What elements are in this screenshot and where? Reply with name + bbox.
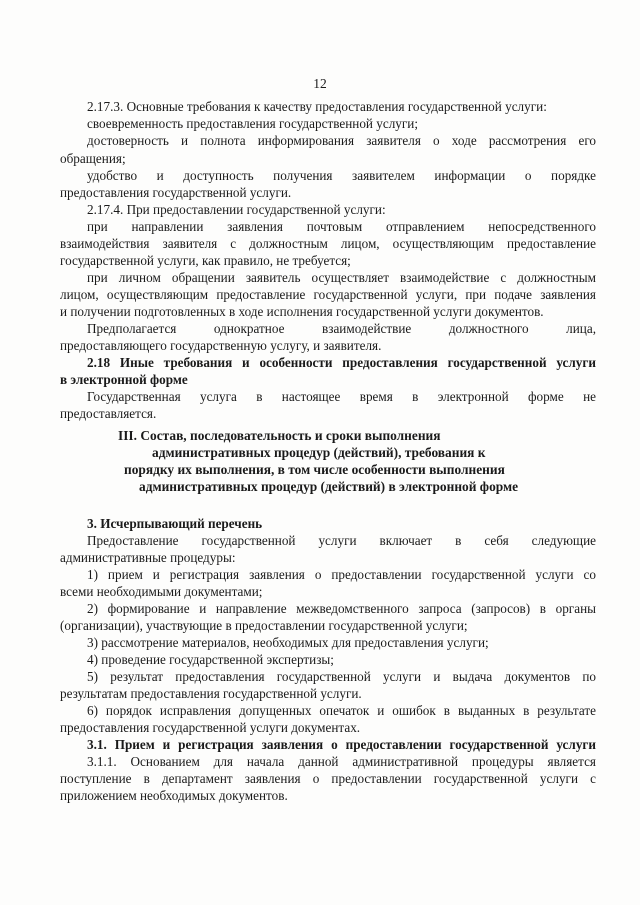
text-line: Предполагается однократное взаимодействие должностного лица, — [87, 321, 596, 336]
text-line: 4) проведение государственной экспертизы; — [87, 652, 334, 667]
text-line: поступление в департамент заявления о предоставлении государственной услуги с — [60, 771, 596, 786]
bold-text-line: 3. Исчерпывающий перечень — [87, 516, 263, 531]
text-line: 3) рассмотрение материалов, необходимых для предоставления услуги; — [87, 635, 489, 650]
section-heading-line: порядку их выполнения, в том числе особенности выполнения — [124, 462, 505, 477]
text-line: удобство и доступность получения заявителем информации о порядке — [87, 168, 596, 183]
text-line: всеми необходимыми документами; — [60, 584, 263, 599]
text-line: своевременность предоставления государственной услуги; — [87, 116, 419, 131]
text-line: и получении подготовленных в ходе исполнения государственной услуги документов. — [60, 304, 544, 319]
section-heading-line: административных процедур (действий), требования к — [152, 445, 486, 460]
text-line: (организации), участвующие в предоставлении государственной услуги; — [60, 618, 468, 633]
text-line: предоставляющего государственную услугу, и заявителя. — [60, 338, 382, 353]
text-line: 5) результат предоставления государственной услуги и выдача документов по — [87, 669, 596, 684]
text-line: 2) формирование и направление межведомственного запроса (запросов) в органы — [87, 601, 596, 616]
text-line: 2.17.4. При предоставлении государственной услуги: — [87, 202, 386, 217]
bold-text-line: в электронной форме — [60, 372, 188, 387]
text-line: результатам предоставления государственной услуги. — [60, 686, 362, 701]
text-line: приложением необходимых документов. — [60, 788, 288, 803]
text-line: 6) порядок исправления допущенных опечаток и ошибок в выданных в результате — [87, 703, 596, 718]
text-line: 2.17.3. Основные требования к качеству предоставления государственной услуги: — [87, 99, 547, 114]
text-line: предоставляется. — [60, 406, 157, 421]
text-line: при личном обращении заявитель осуществляет взаимодействие с должностным — [87, 270, 596, 285]
text-line: административные процедуры: — [60, 550, 236, 565]
section-heading-line: административных процедур (действий) в электронной форме — [139, 479, 519, 494]
page-number: 12 — [313, 76, 327, 91]
text-line: предоставления государственной услуги документах. — [60, 720, 361, 735]
text-line: 3.1.1. Основанием для начала данной административной процедуры является — [87, 754, 596, 769]
text-line: взаимодействия заявителя с должностным лицом, осуществляющим предоставление — [60, 236, 596, 251]
text-line: обращения; — [60, 151, 126, 166]
text-line: 1) прием и регистрация заявления о предоставлении государственной услуги со — [87, 567, 596, 582]
bold-text-line: 3.1. Прием и регистрация заявления о предоставлении государственной услуги — [87, 737, 596, 752]
text-line: Государственная услуга в настоящее время в электронной форме не — [87, 389, 596, 404]
text-line: при направлении заявления почтовым отправлением непосредственного — [87, 219, 596, 234]
text-line: государственной услуги, как правило, не требуется; — [60, 253, 351, 268]
text-line: Предоставление государственной услуги включает в себя следующие — [87, 533, 596, 548]
text-line: лицом, осуществляющим предоставление государственной услуги, при подаче заявления — [60, 287, 596, 302]
text-line: достоверность и полнота информирования заявителя о ходе рассмотрения его — [87, 133, 596, 148]
section-heading-line: III. Состав, последовательность и сроки выполнения — [118, 428, 441, 443]
text-line: предоставления государственной услуги. — [60, 185, 292, 200]
bold-text-line: 2.18 Иные требования и особенности предоставления государственной услуги — [87, 355, 596, 370]
